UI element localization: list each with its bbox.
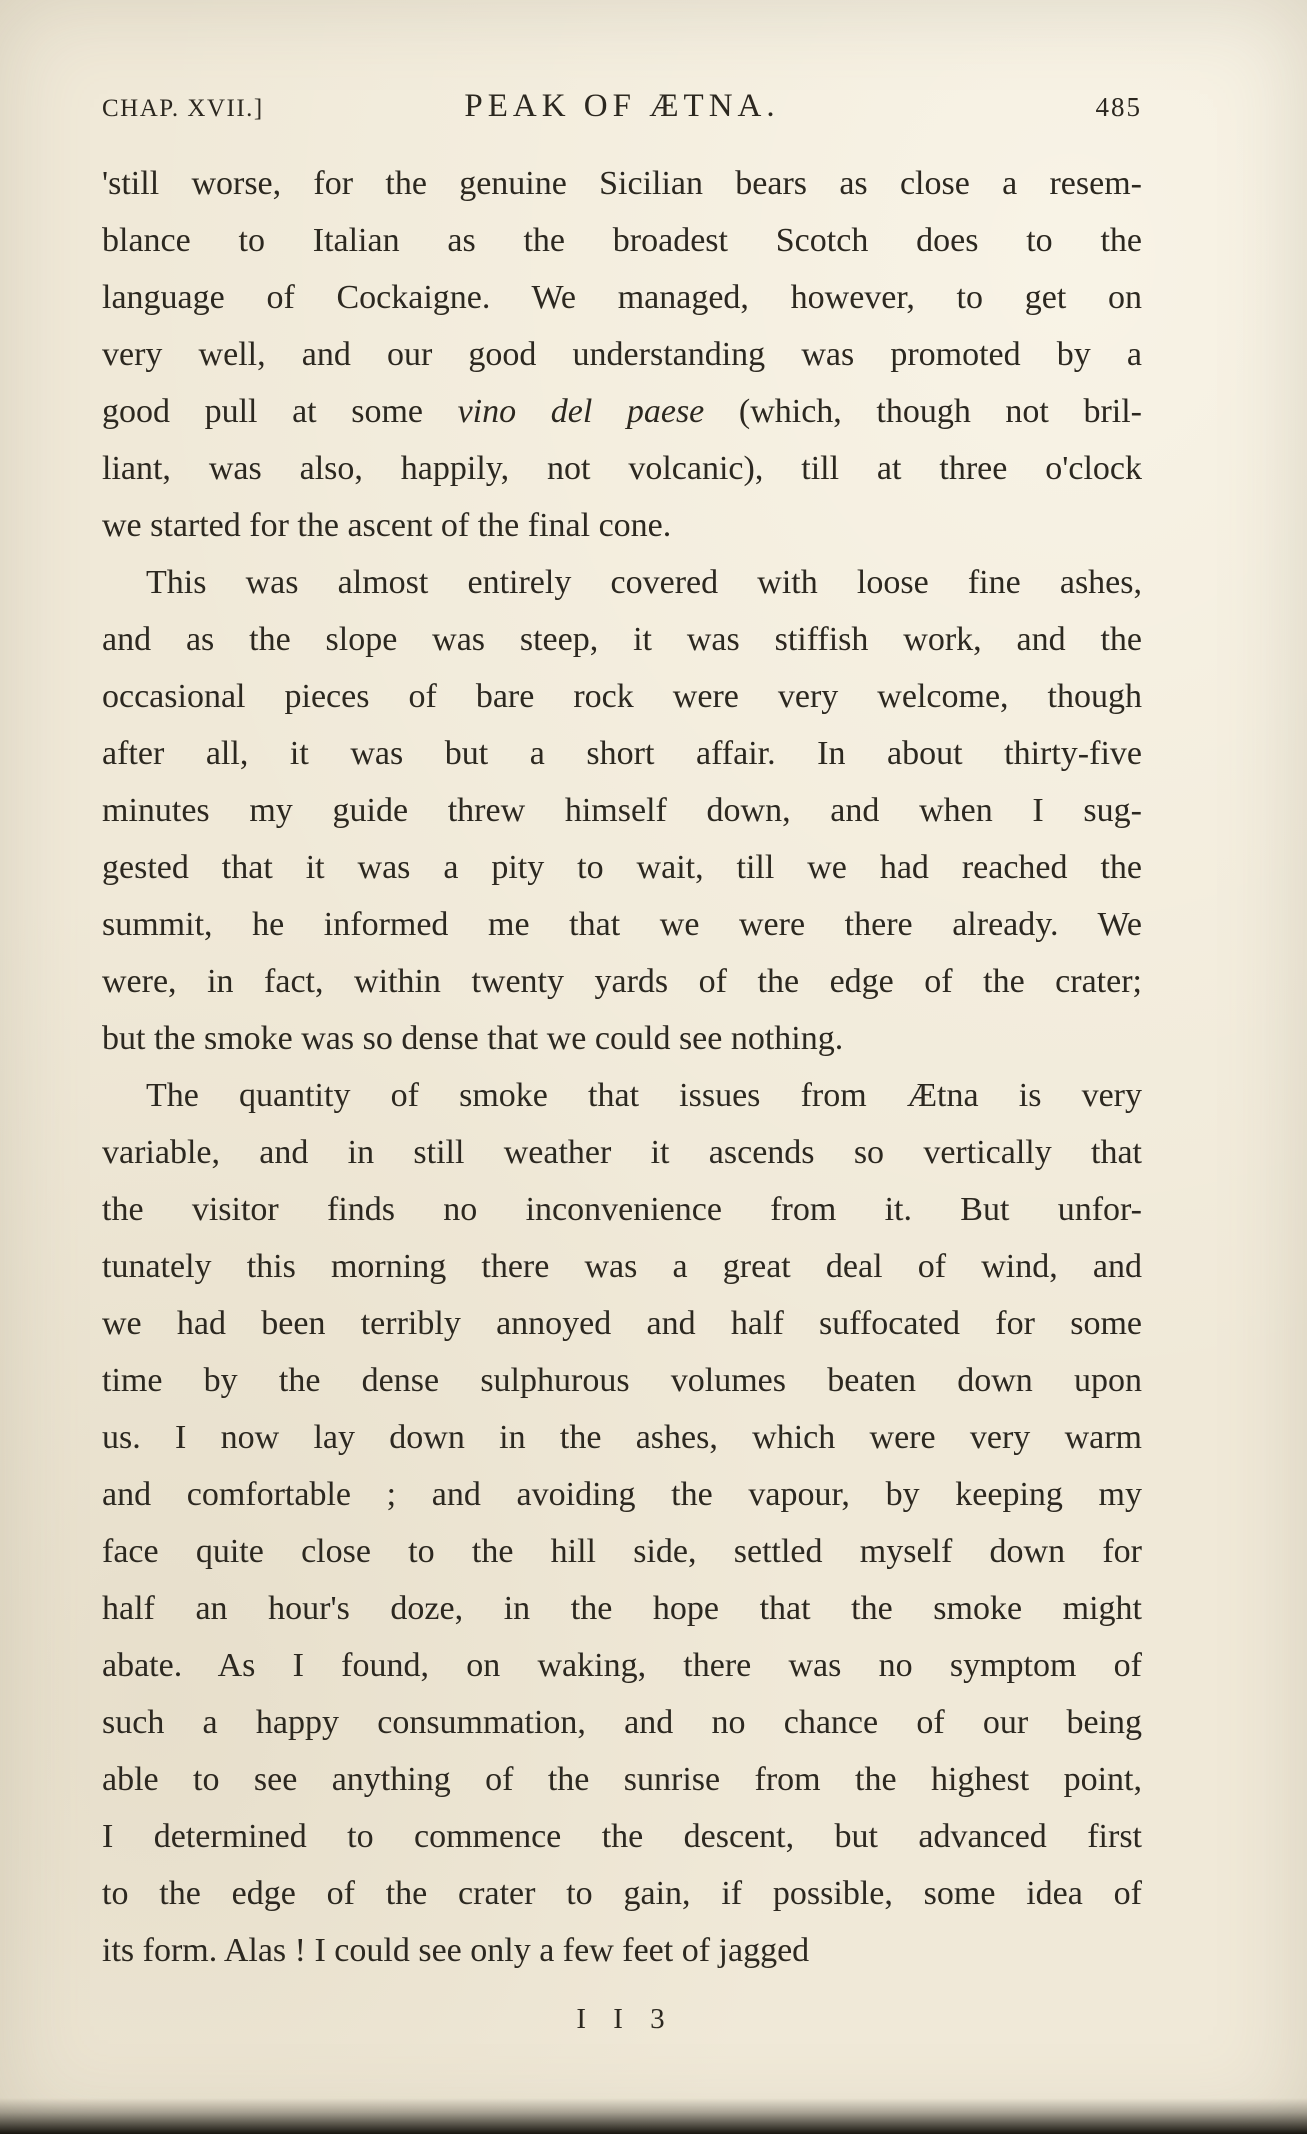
scan-bottom-edge: [0, 2098, 1307, 2134]
text-segment: and comfortable ; and avoiding the vapour, by keeping my: [102, 1476, 1142, 1513]
text-segment: such a happy consummation, and no chance of our being: [102, 1704, 1142, 1741]
text-segment: good pull at some: [102, 393, 458, 430]
text-segment: but the smoke was so dense that we could see nothing.: [102, 1020, 844, 1057]
text-line: [102, 1865, 1142, 1922]
text-segment: minutes my guide threw himself down, and when I sug-: [102, 792, 1142, 829]
text-line: [102, 269, 1142, 326]
text-segment: variable, and in still weather it ascends so vertically that: [102, 1134, 1142, 1171]
text-line: [102, 1067, 1142, 1124]
signature-mark: I I 3: [576, 2003, 668, 2035]
text-line: [102, 1580, 1142, 1637]
paragraph: [102, 554, 1142, 1067]
text-segment: liant, was also, happily, not volcanic), till at three o'clock: [102, 450, 1142, 487]
text-segment: and as the slope was steep, it was stiffish work, and the: [102, 621, 1142, 658]
text-line: [102, 611, 1142, 668]
text-line: [102, 440, 1142, 497]
text-segment: language of Cockaigne. We managed, however, to get on: [102, 279, 1142, 316]
text-line: [102, 1808, 1142, 1865]
text-line: [102, 1238, 1142, 1295]
italic-text: vino del paese: [457, 393, 705, 430]
text-segment: occasional pieces of bare rock were very welcome, though: [102, 678, 1142, 715]
text-line: [102, 896, 1142, 953]
text-segment: we started for the ascent of the final cone.: [102, 507, 672, 544]
text-line: [102, 1466, 1142, 1523]
text-segment: to the edge of the crater to gain, if possible, some idea of: [102, 1875, 1142, 1912]
paragraph: [102, 155, 1142, 554]
text-segment: blance to Italian as the broadest Scotch does to the: [102, 222, 1142, 259]
text-segment: summit, he informed me that we were there already. We: [102, 906, 1142, 943]
text-line: [102, 1694, 1142, 1751]
text-segment: This was almost entirely covered with loose fine ashes,: [146, 564, 1142, 601]
text-segment: were, in fact, within twenty yards of the edge of the crater;: [102, 963, 1142, 1000]
text-line: [102, 1922, 1142, 1979]
text-segment: 'still worse, for the genuine Sicilian bears as close a resem-: [102, 165, 1142, 202]
text-segment: half an hour's doze, in the hope that the smoke might: [102, 1590, 1142, 1627]
text-segment: after all, it was but a short affair. In about thirty-five: [102, 735, 1142, 772]
text-line: [102, 668, 1142, 725]
text-line: [102, 497, 1142, 554]
text-line: [102, 326, 1142, 383]
page-content: [102, 88, 1142, 2036]
text-segment: (which, though not bril-: [704, 393, 1143, 430]
text-segment: I determined to commence the descent, but advanced first: [102, 1818, 1142, 1855]
text-line: [102, 554, 1142, 611]
text-segment: very well, and our good understanding was promoted by a: [102, 336, 1142, 373]
text-line: [102, 1010, 1142, 1067]
text-line: [102, 155, 1142, 212]
page-title: PEAK OF ÆTNA.: [464, 88, 780, 124]
text-segment: us. I now lay down in the ashes, which were very warm: [102, 1419, 1142, 1456]
text-line: [102, 212, 1142, 269]
text-line: [102, 839, 1142, 896]
text-segment: we had been terribly annoyed and half suffocated for some: [102, 1305, 1142, 1342]
text-line: [102, 1751, 1142, 1808]
text-line: [102, 725, 1142, 782]
text-line: [102, 1352, 1142, 1409]
text-segment: time by the dense sulphurous volumes beaten down upon: [102, 1362, 1142, 1399]
text-line: [102, 1124, 1142, 1181]
text-block: [102, 155, 1142, 1979]
text-line: [102, 1523, 1142, 1580]
text-segment: its form. Alas ! I could see only a few feet of jagged: [102, 1932, 810, 1969]
text-segment: face quite close to the hill side, settled myself down for: [102, 1533, 1142, 1570]
text-segment: able to see anything of the sunrise from the highest point,: [102, 1761, 1142, 1798]
text-line: [102, 383, 1142, 440]
page-number: 485: [1095, 92, 1142, 122]
text-segment: the visitor finds no inconvenience from it. But unfor-: [102, 1191, 1142, 1228]
text-line: [102, 1409, 1142, 1466]
text-line: [102, 1295, 1142, 1352]
text-segment: tunately this morning there was a great deal of wind, and: [102, 1248, 1142, 1285]
paragraph: [102, 1067, 1142, 1979]
text-segment: The quantity of smoke that issues from Ætna is very: [146, 1077, 1142, 1114]
text-line: [102, 1637, 1142, 1694]
text-line: [102, 782, 1142, 839]
text-segment: gested that it was a pity to wait, till we had reached the: [102, 849, 1142, 886]
text-line: [102, 953, 1142, 1010]
text-line: [102, 1181, 1142, 1238]
text-segment: abate. As I found, on waking, there was no symptom of: [102, 1647, 1142, 1684]
chapter-label: CHAP. XVII.]: [102, 95, 264, 122]
page-header: [102, 88, 1142, 125]
